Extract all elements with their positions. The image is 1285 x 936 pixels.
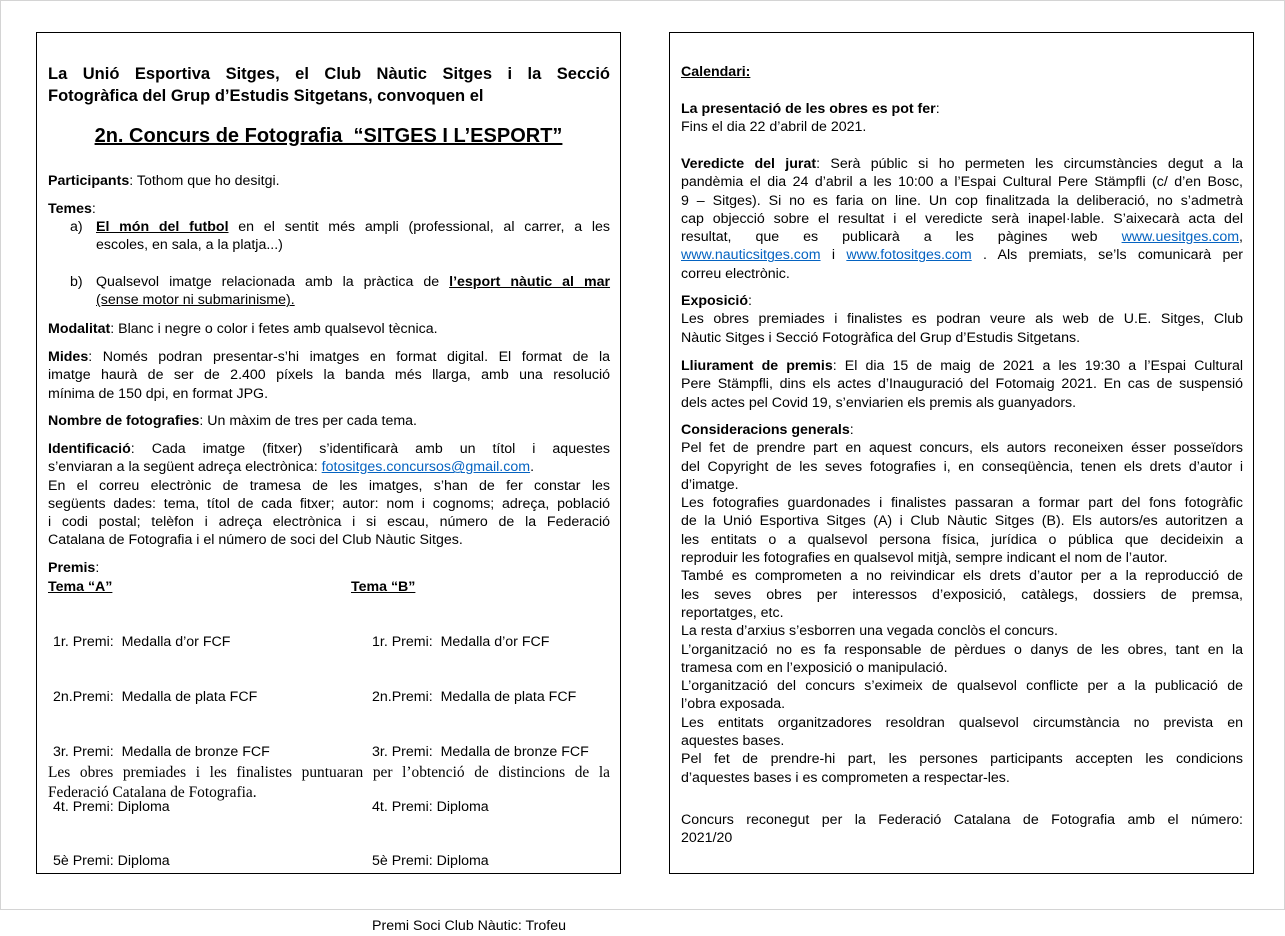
- tema-a-prize-list: [48, 596, 338, 907]
- tema-b-letter: b): [70, 274, 83, 290]
- prize-b-2: 2n.Premi: Medalla de plata FCF: [372, 688, 577, 705]
- lliurament-line-2: Pere Stämpfli, dins els actes d’Inauguració del Fotomaig 2021. En cas de suspensió: [681, 376, 1243, 393]
- premis-label: Premis: [48, 560, 96, 576]
- mides-line-1: [48, 348, 610, 366]
- temes-colon: :: [91, 201, 96, 217]
- consideracions-line: les seves obres per interessos d’exposició, catàlegs, dossiers de premsa,: [681, 586, 1243, 603]
- email-link[interactable]: fotositges.concursos@gmail.com: [321, 459, 531, 476]
- modalitat-label: Modalitat: [48, 321, 111, 337]
- tema-a-prizes: [48, 578, 338, 907]
- consideracions-section: [681, 421, 1243, 787]
- tema-b-item: [70, 273, 610, 310]
- lliurament-line-1: [681, 357, 1243, 375]
- mides-line-3: mínima de 150 dpi, en format JPG.: [48, 385, 269, 402]
- ident-line-5: i codi postal; telèfon i adreça electrònica i si escau, número de la Federació: [48, 514, 610, 531]
- tema-a-line-1: [96, 218, 610, 236]
- lliurament-section: [681, 357, 1243, 412]
- uesitges-link[interactable]: www.uesitges.com: [1121, 229, 1240, 246]
- prize-a-5: 5è Premi: Diploma: [53, 853, 170, 870]
- calendari-heading: Calendari:: [681, 64, 751, 80]
- lliurament-text-1: : El dia 15 de maig de 2021 a les 19:30 a l’Espai Cultural: [832, 358, 1243, 374]
- prize-a-1: 1r. Premi: Medalla d’or FCF: [53, 633, 231, 650]
- prize-b-5: 5è Premi: Diploma: [372, 853, 489, 870]
- consideracions-line: Pel fet de prendre-hi part, les persones participants accepten les condicions: [681, 751, 1243, 768]
- consideracions-line: d’aquestes bases i es comprometen a respectar-les.: [681, 769, 1010, 786]
- ident-period: .: [530, 459, 535, 476]
- identificacio-section: [48, 440, 610, 550]
- ident-line-1: [48, 440, 610, 458]
- tema-a-prizes-heading: Tema “A”: [48, 579, 113, 595]
- tema-b-line-2: (sense motor ni submarinisme).: [96, 292, 295, 309]
- premis-colon: :: [95, 560, 100, 576]
- consideracions-line: Pel fet de prendre part en aquest concurs, els autors reconeixen ésser posseïdors: [681, 440, 1243, 457]
- ident-text-2: s’enviaran a la següent adreça electrònica:: [48, 459, 322, 476]
- veredicte-line-1: [681, 155, 1243, 173]
- temes-heading: [48, 200, 610, 218]
- veredicte-text-6: . Als premiats, se’ls comunicarà per: [971, 247, 1243, 264]
- tema-b-prize-list: [351, 596, 613, 907]
- reconegut-line-1: Concurs reconegut per la Federació Catalana de Fotografia amb el número:: [681, 812, 1243, 828]
- prize-a-2: 2n.Premi: Medalla de plata FCF: [53, 688, 258, 705]
- exposicio-line-1: Les obres premiades i finalistes es podran veure als web de U.E. Sitges, Club: [681, 311, 1243, 328]
- participants-label: Participants: [48, 173, 130, 189]
- nombre-section: [48, 412, 610, 430]
- ident-line-3: En el correu electrònic de tramesa de les imatges, s’han de fer constar les: [48, 477, 610, 494]
- consideracions-line: Les entitats organitzadores resoldran qualsevol circumstància no prevista en: [681, 714, 1243, 731]
- modalitat-text: : Blanc i negre o color i fetes amb qualsevol tècnica.: [110, 321, 438, 337]
- exposicio-colon: :: [748, 293, 752, 309]
- consideracions-line: També es comprometen a no reivindicar els drets d’autor per a la reproducció de: [681, 568, 1243, 585]
- premis-heading: [48, 559, 348, 577]
- consideracions-label: Consideracions generals: [681, 422, 850, 438]
- nombre-label: Nombre de fotografies: [48, 413, 200, 429]
- presentacio-section: [681, 100, 1243, 137]
- prize-b-3: 3r. Premi: Medalla de bronze FCF: [372, 743, 589, 760]
- consideracions-line: reproduir les fotografies en qualsevol mitjà, sempre indicant el nom de l’autor.: [681, 550, 1168, 567]
- tema-a-line-2: escoles, en sala, a la platja...): [96, 237, 283, 254]
- consideracions-colon: :: [849, 422, 854, 438]
- veredicte-section: [681, 155, 1243, 283]
- tema-b-prizes: [351, 578, 613, 936]
- modalitat-section: [48, 320, 610, 338]
- reconegut-section: [681, 811, 1243, 848]
- exposicio-label: Exposició: [681, 293, 749, 309]
- consideracions-heading: [681, 421, 1243, 439]
- footer-line-2: Federació Catalana de Fotografia.: [48, 783, 257, 801]
- participants-section: [48, 172, 610, 190]
- mides-section: [48, 348, 610, 403]
- veredicte-line-2: pandèmia el dia 24 d’abril a les 10:00 a l’Espai Cultural Pere Stämpfli (c/ d’en Bosc,: [681, 174, 1243, 191]
- consideracions-line: les entitats o a qualsevol persona física, jurídica o pública que decideixin a: [681, 531, 1243, 548]
- intro-line-1: La Unió Esportiva Sitges, el Club Nàutic Sitges i la Secció: [48, 65, 610, 83]
- consideracions-line: tramesa com en l’exposició o manipulació.: [681, 659, 948, 676]
- veredicte-line-5: [681, 228, 1243, 246]
- tema-a-rest: en el sentit més ampli (professional, al carrer, a les: [228, 219, 610, 235]
- veredicte-text-5: resultat, que es publicarà a les pàgines web: [681, 229, 1122, 246]
- premi-soci: Premi Soci Club Nàutic: Trofeu: [372, 918, 566, 935]
- veredicte-line-6: [681, 246, 1243, 264]
- fotositges-link[interactable]: www.fotositges.com: [846, 247, 972, 264]
- veredicte-line-7: correu electrònic.: [681, 265, 790, 282]
- ident-label: Identificació: [48, 441, 131, 457]
- consideracions-line: La resta d’arxius s’esborren una vegada conclòs el concurs.: [681, 623, 1058, 640]
- presentacio-label: La presentació de les obres es pot fer: [681, 101, 936, 117]
- left-panel: [36, 32, 621, 935]
- footer-note: [48, 763, 610, 802]
- mides-line-2: imatge haurà de ser de 2.400 píxels la banda més llarga, amb una resolució: [48, 367, 610, 384]
- tema-b-pre: Qualsevol imatge relacionada amb la pràctica de: [96, 274, 450, 290]
- presentacio-text: Fins el dia 22 d’abril de 2021.: [681, 119, 867, 136]
- exposicio-section: [681, 292, 1243, 347]
- right-panel: [669, 32, 1254, 874]
- consideracions-line: Les fotografies guardonades i finalistes passaran a formar part del fons fotogràfic: [681, 495, 1243, 512]
- consideracions-line: aquestes bases.: [681, 733, 785, 750]
- tema-a-bold: El món del futbol: [96, 219, 229, 235]
- exposicio-heading: [681, 292, 1243, 310]
- consideracions-line: l’obra exposada.: [681, 696, 786, 713]
- veredicte-comma: ,: [1239, 229, 1243, 246]
- presentacio-colon: :: [935, 101, 940, 117]
- lliurament-line-3: dels actes pel Covid 19, s’enviarien els premis als guanyadors.: [681, 394, 1077, 411]
- ident-line-4: següents dades: tema, títol de cada fitxer; autor: nom i cognoms; adreça, població: [48, 495, 610, 512]
- reconegut-line-2: 2021/20: [681, 830, 733, 847]
- exposicio-line-2: Nàutic Sitges i Secció Fotogràfica del Grup d’Estudis Sitgetans.: [681, 329, 1081, 346]
- footer-line-1: Les obres premiades i les finalistes puntuaran per l’obtenció de distincions de la: [48, 764, 610, 781]
- prize-b-4: 4t. Premi: Diploma: [372, 798, 489, 815]
- tema-b-prizes-heading: Tema “B”: [351, 579, 416, 595]
- temes-label: Temes: [48, 201, 92, 217]
- veredicte-text-1: : Serà públic si ho permeten les circumstàncies degut a la: [816, 156, 1243, 172]
- veredicte-label: Veredicte del jurat: [681, 156, 817, 172]
- presentacio-line-1: [681, 100, 1243, 118]
- tema-b-line-1: [96, 273, 610, 291]
- ident-line-6: Catalana de Fotografia i el número de soci del Club Nàutic Sitges.: [48, 532, 463, 549]
- prize-a-4: 4t. Premi: Diploma: [53, 798, 170, 815]
- tema-a-letter: a): [70, 219, 83, 235]
- consideracions-lines: [681, 439, 1243, 787]
- consideracions-line: reportatges, etc.: [681, 604, 784, 621]
- consideracions-line: de la Unió Esportiva Sitges (A) i Club Nàutic Sitges (B). Els autors/es autoritzen a: [681, 513, 1243, 530]
- mides-text-1: : Només podran presentar-s’hi imatges en format digital. El format de la: [88, 349, 610, 365]
- prize-a-3: 3r. Premi: Medalla de bronze FCF: [53, 743, 270, 760]
- participants-text: : Tothom que ho desitgi.: [129, 173, 280, 189]
- ident-line-2: [48, 458, 610, 476]
- mides-label: Mides: [48, 349, 89, 365]
- veredicte-and: i: [820, 247, 847, 264]
- veredicte-line-3: 9 – Sitges). Si no es faria on line. Un cop finalitzada la deliberació, no s’admetrà: [681, 192, 1243, 209]
- tema-b-bold: l’esport nàutic al mar: [449, 274, 611, 290]
- contest-title: 2n. Concurs de Fotografia “SITGES I L’ESPORT”: [94, 125, 563, 147]
- tema-a-item: [70, 218, 610, 255]
- consideracions-line: d’imatge.: [681, 476, 739, 493]
- ident-text-1: : Cada imatge (fitxer) s’identificarà amb un títol i aquestes: [130, 441, 610, 457]
- intro-line-2: Fotogràfica del Grup d’Estudis Sitgetans, convoquen el: [48, 87, 484, 105]
- prize-b-1: 1r. Premi: Medalla d’or FCF: [372, 633, 550, 650]
- lliurament-label: Lliurament de premis: [681, 358, 833, 374]
- nauticsitges-link[interactable]: www.nauticsitges.com: [681, 247, 821, 264]
- consideracions-line: del Copyright de les seves fotografies i, en conseqüència, tenen els drets d’autor i: [681, 458, 1243, 475]
- consideracions-line: L’organització del concurs s’eximeix de qualsevol conflicte per a la publicació de: [681, 678, 1243, 695]
- consideracions-line: L’organització no es fa responsable de pèrdues o danys de les obres, tant en la: [681, 641, 1243, 658]
- veredicte-line-4: cap objecció sobre el resultat i el veredicte serà inapel·lable. S’aixecarà acta del: [681, 210, 1243, 227]
- nombre-text: : Un màxim de tres per cada tema.: [199, 413, 417, 429]
